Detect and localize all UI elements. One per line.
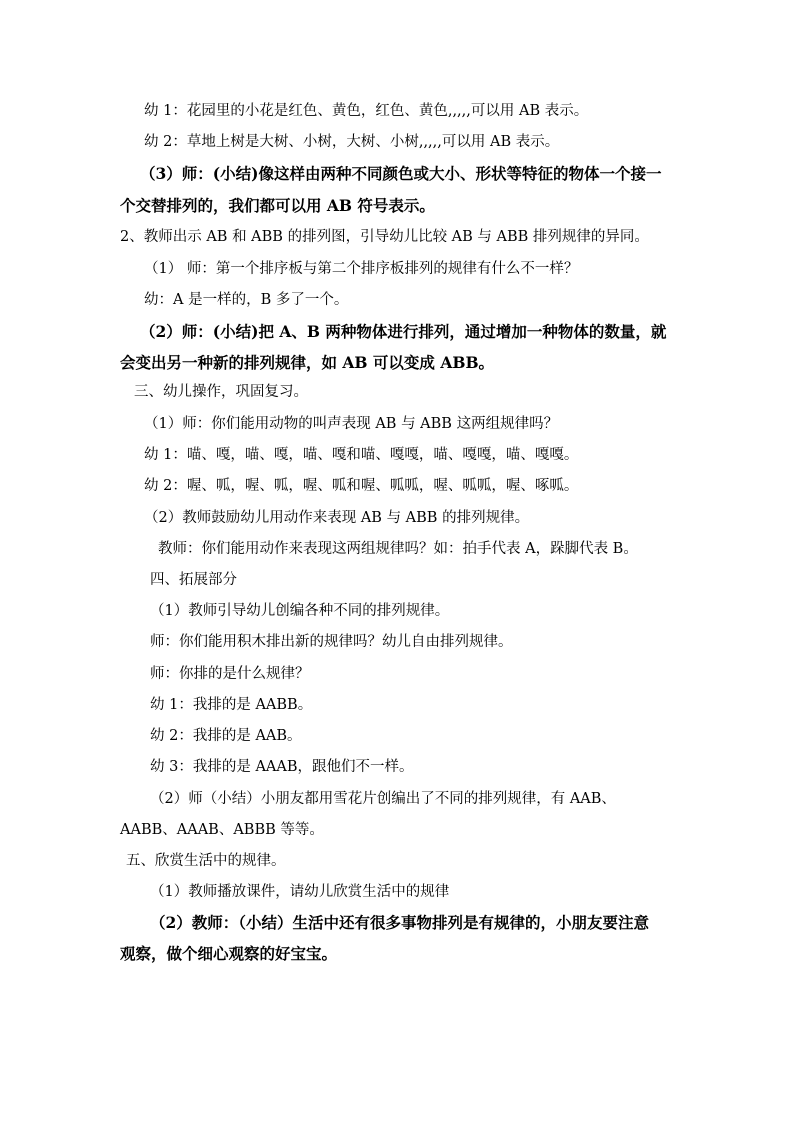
text-line: 幼：A 是一样的，B 多了一个。: [144, 292, 349, 308]
text-line: 幼 1：花园里的小花是红色、黄色，红色、黄色,,,,,可以用 AB 表示。: [144, 103, 589, 119]
text-line: （1）教师播放课件，请幼儿欣赏生活中的规律: [150, 884, 450, 900]
text-line: 幼 2：草地上树是大树、小树，大树、小树,,,,,可以用 AB 表示。: [144, 134, 560, 150]
text-line: 幼 3：我排的是 AAAB，跟他们不一样。: [150, 759, 414, 775]
text-line: 幼 1：我排的是 AABB。: [150, 697, 313, 713]
text-line: 幼 1：喵、嘎，喵、嘎，喵、嘎和喵、嘎嘎，喵、嘎嘎，喵、嘎嘎。: [144, 447, 579, 463]
text-line: （2）教师鼓励幼儿用动作来表现 AB 与 ABB 的排列规律。: [144, 510, 530, 526]
section-heading: 三、幼儿操作，巩固复习。: [134, 384, 308, 400]
summary-line: （2）教师：（小结）生活中还有很多事物排列是有规律的，小朋友要注意: [150, 913, 650, 932]
text-line: 幼 2：喔、呱，喔、呱，喔、呱和喔、呱呱，喔、呱呱，喔、啄呱。: [144, 478, 579, 494]
text-line: 幼 2：我排的是 AAB。: [150, 728, 302, 744]
section-heading: 五、欣赏生活中的规律。: [126, 853, 286, 869]
text-line: 教师：你们能用动作来表现这两组规律吗？如：拍手代表 A，跺脚代表 B。: [158, 541, 638, 557]
text-line: （1）教师引导幼儿创编各种不同的排列规律。: [150, 603, 450, 619]
text-line: （1）师：你们能用动物的叫声表现 AB 与 ABB 这两组规律吗？: [144, 416, 559, 432]
text-line: AABB、AAAB、ABBB 等等。: [120, 822, 324, 838]
section-heading: 四、拓展部分: [150, 572, 237, 588]
text-line: （2）师（小结）小朋友都用雪花片创编出了不同的排列规律，有 AAB、: [150, 791, 616, 807]
summary-line: 观察，做个细心观察的好宝宝。: [120, 944, 338, 963]
text-line: （1） 师：第一个排序板与第二个排序板排列的规律有什么不一样？: [144, 261, 579, 277]
text-line: 师：你们能用积木排出新的规律吗？幼儿自由排列规律。: [150, 634, 513, 650]
section-heading: 2、教师出示 AB 和 ABB 的排列图，引导幼儿比较 AB 与 ABB 排列规律的异同。: [120, 229, 649, 245]
summary-line: （2）师：(小结)把 A、B 两种物体进行排列，通过增加一种物体的数量，就: [140, 322, 667, 341]
text-line: 师：你排的是什么规律？: [150, 666, 310, 682]
summary-line: 会变出另一种新的排列规律，如 AB 可以变成 ABB。: [120, 353, 495, 372]
summary-line: （3）师：(小结)像这样由两种不同颜色或大小、形状等特征的物体一个接一: [140, 164, 662, 183]
summary-line: 个交替排列的，我们都可以用 AB 符号表示。: [120, 196, 435, 215]
